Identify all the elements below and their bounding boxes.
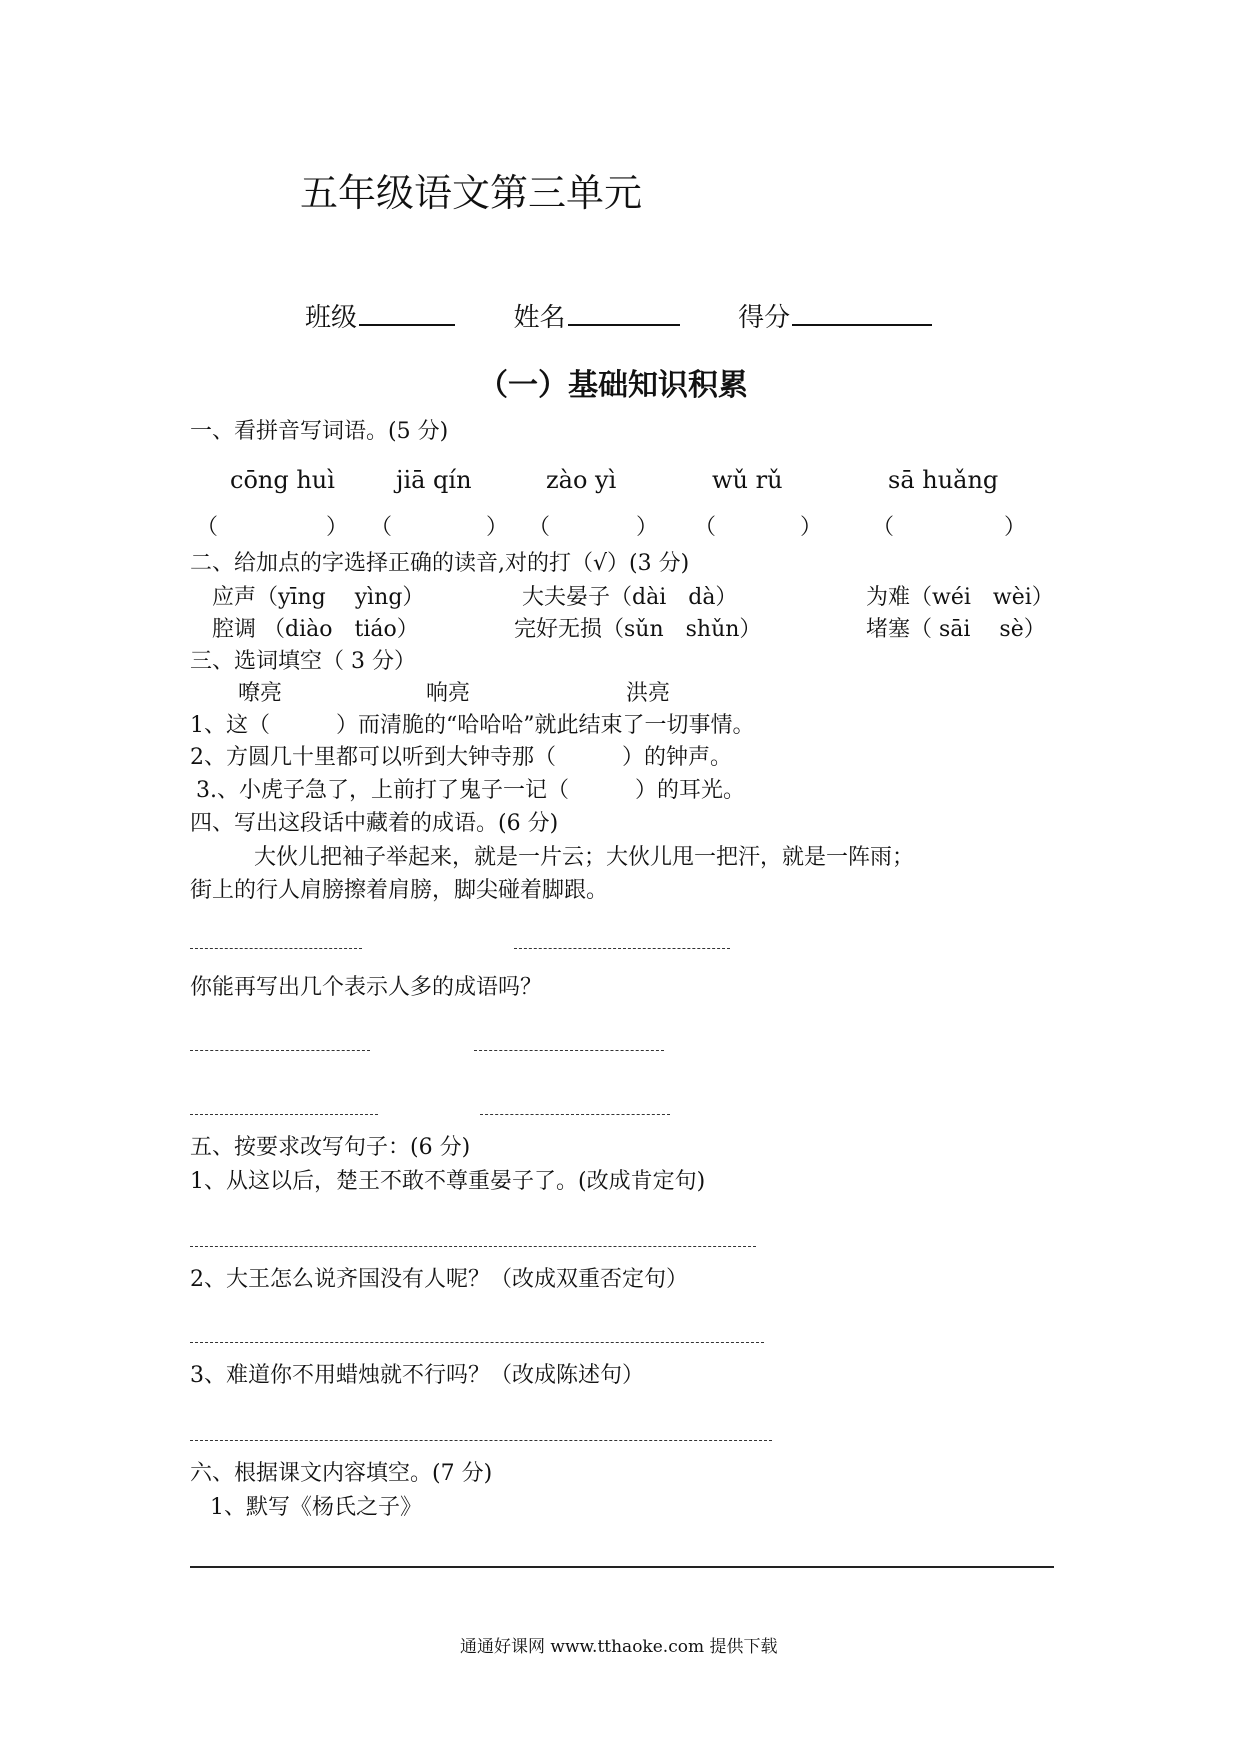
q5-answer-line-2[interactable] — [190, 1342, 764, 1343]
q1-box-1-close: ） — [326, 515, 349, 540]
q4-passage-line-2: 街上的行人肩膀擦着肩膀，脚尖碰着脚跟。 — [190, 878, 609, 903]
q1-box-2-close: ） — [486, 515, 509, 540]
q1-box-5-close: ） — [1004, 515, 1027, 540]
score-label: 得分 — [738, 303, 791, 333]
q2-option-2[interactable]: 大夫晏子（dài dà） — [522, 585, 738, 610]
class-field[interactable] — [359, 296, 455, 326]
q3-heading: 三、选词填空（ 3 分） — [190, 649, 416, 674]
q5-item-2: 2、大王怎么说齐国没有人呢？（改成双重否定句） — [190, 1267, 688, 1292]
q4-extra-line-3[interactable] — [190, 1114, 378, 1115]
q5-answer-line-1[interactable] — [190, 1246, 756, 1247]
q4-passage-line-1: 大伙儿把袖子举起来，就是一片云；大伙儿甩一把汗，就是一阵雨； — [254, 845, 915, 870]
q6-heading: 六、根据课文内容填空。(7 分) — [190, 1461, 493, 1486]
q4-extra-question: 你能再写出几个表示人多的成语吗？ — [190, 975, 543, 1000]
q3-word-3: 洪亮 — [626, 681, 671, 706]
q3-item-3: 3.、小虎子急了，上前打了鬼子一记（ ）的耳光。 — [196, 778, 745, 803]
q2-option-6[interactable]: 堵塞（ sāi sè） — [866, 617, 1046, 642]
q1-box-4-open: （ — [694, 515, 717, 540]
q2-option-5[interactable]: 完好无损（sǔn shǔn） — [514, 617, 762, 642]
q6-answer-line[interactable] — [190, 1566, 1054, 1568]
q4-answer-line-2[interactable] — [514, 948, 730, 949]
q1-pinyin-3: zào yì — [546, 466, 617, 494]
q5-answer-line-3[interactable] — [190, 1440, 772, 1441]
q5-heading: 五、按要求改写句子：(6 分) — [190, 1135, 471, 1160]
info-line — [305, 296, 932, 334]
name-field[interactable] — [568, 296, 680, 326]
q3-item-2: 2、方圆几十里都可以听到大钟寺那（ ）的钟声。 — [190, 745, 732, 770]
q4-extra-line-2[interactable] — [474, 1050, 664, 1051]
q2-option-1[interactable]: 应声（yīng yìng） — [212, 585, 425, 610]
q1-heading: 一、看拼音写词语。(5 分) — [190, 419, 449, 444]
q1-pinyin-2: jiā qín — [396, 466, 472, 494]
q1-box-3-close: ） — [636, 515, 659, 540]
footer-note: 通通好课网 www.tthaoke.com 提供下载 — [460, 1637, 778, 1657]
q2-option-4[interactable]: 腔调 （diào tiáo） — [212, 617, 419, 642]
q3-word-1: 嘹亮 — [238, 681, 283, 706]
q4-heading: 四、写出这段话中藏着的成语。(6 分) — [190, 811, 559, 836]
q4-extra-line-4[interactable] — [480, 1114, 670, 1115]
q1-box-5-open: （ — [872, 515, 895, 540]
q5-item-3: 3、难道你不用蜡烛就不行吗？（改成陈述句） — [190, 1363, 644, 1388]
q4-extra-line-1[interactable] — [190, 1050, 370, 1051]
q2-option-3[interactable]: 为难（wéi wèi） — [866, 585, 1054, 610]
page-title: 五年级语文第三单元 — [300, 171, 643, 215]
q1-box-4-close: ） — [800, 515, 823, 540]
q5-item-1: 1、从这以后，楚王不敢不尊重晏子了。(改成肯定句) — [190, 1169, 706, 1194]
name-label: 姓名 — [513, 303, 566, 333]
section-heading: （一）基础知识积累 — [478, 368, 748, 403]
q1-box-2-open: （ — [370, 515, 393, 540]
q3-item-1: 1、这（ ）而清脆的“哈哈哈”就此结束了一切事情。 — [190, 713, 755, 738]
q6-item-1: 1、默写《杨氏之子》 — [210, 1495, 422, 1520]
q2-heading: 二、给加点的字选择正确的读音,对的打（√）(3 分) — [190, 551, 690, 576]
q1-pinyin-5: sā huǎng — [888, 466, 999, 494]
score-field[interactable] — [792, 296, 932, 326]
q1-box-3-open: （ — [528, 515, 551, 540]
class-label: 班级 — [305, 303, 358, 333]
q1-pinyin-4: wǔ rǔ — [712, 466, 783, 494]
q3-word-2: 响亮 — [426, 681, 471, 706]
q1-pinyin-1: cōng huì — [230, 466, 335, 494]
q4-answer-line-1[interactable] — [190, 948, 362, 949]
q1-box-1-open: （ — [196, 515, 219, 540]
